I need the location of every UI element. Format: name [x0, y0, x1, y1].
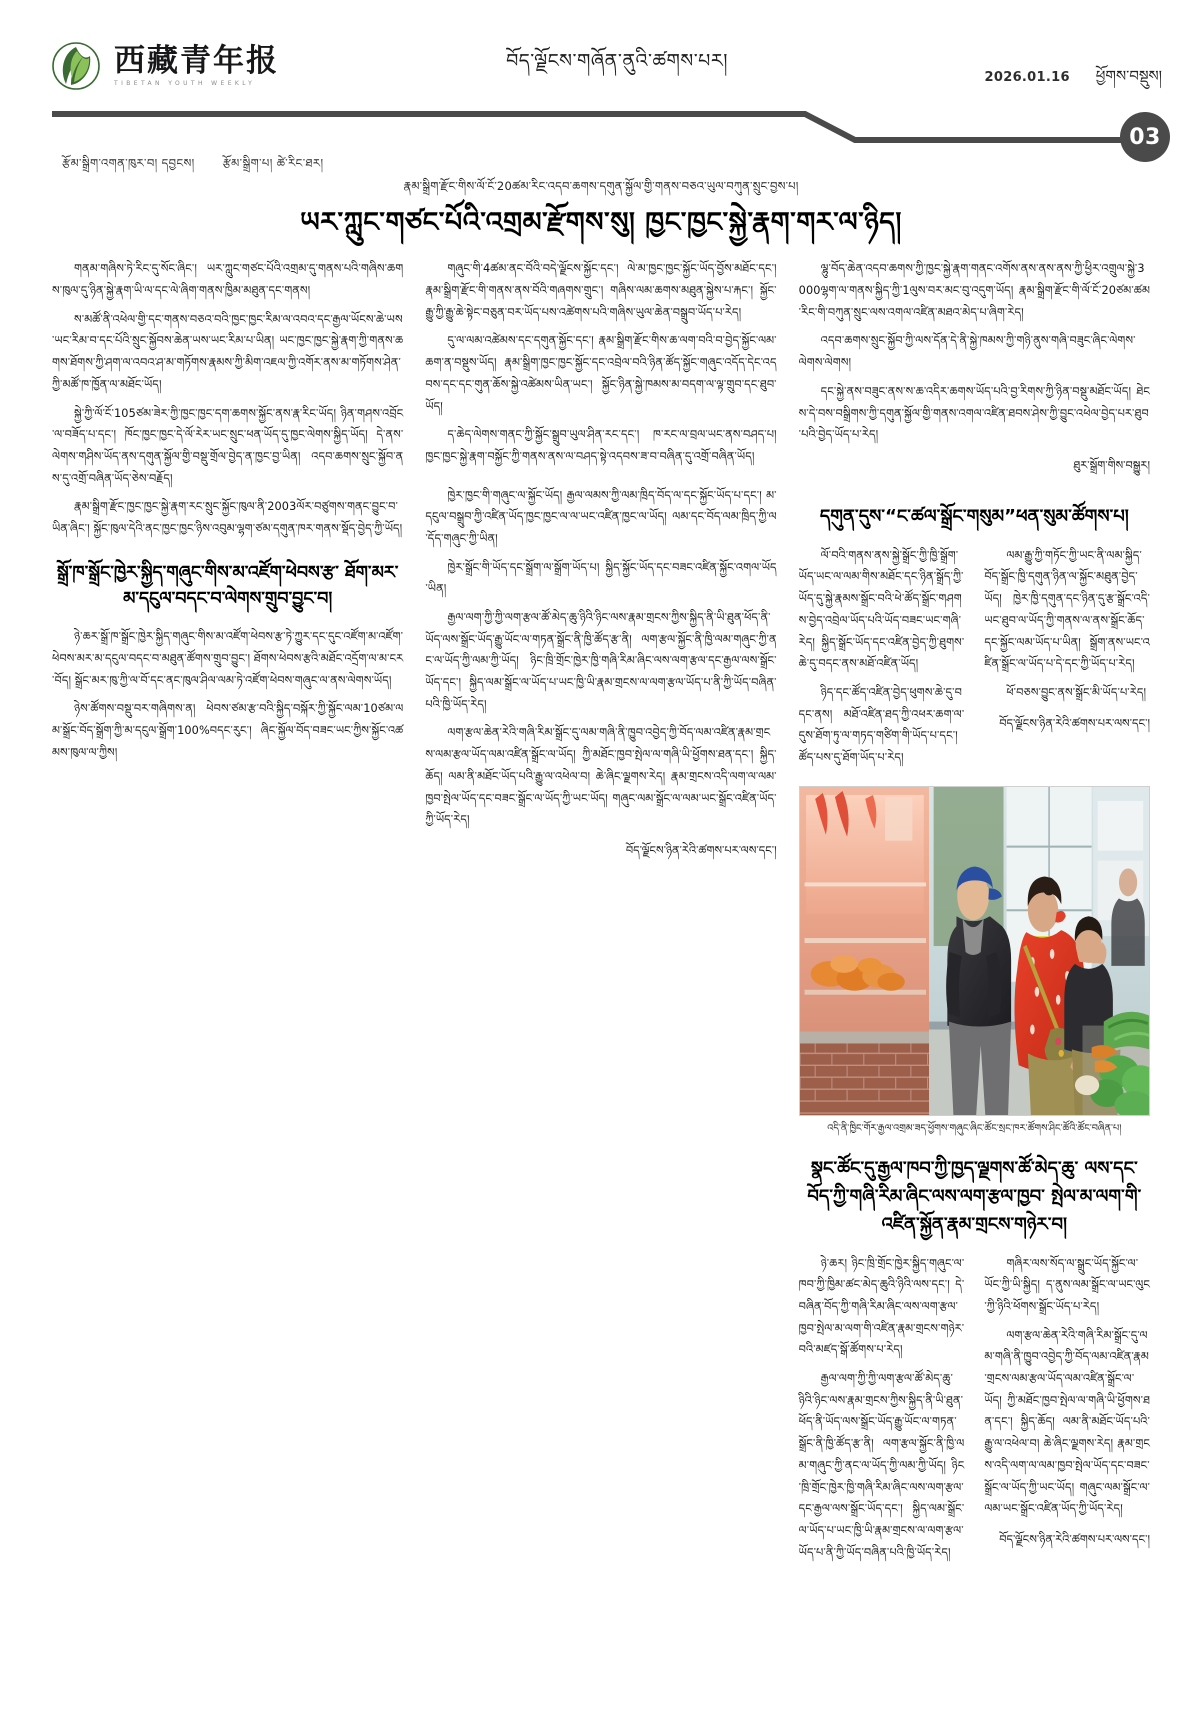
paragraph: ཉིད་དང་ཚོད་འཛིན་བྱེད་ཕུགས་ཆེ་དུ་བདང་ནས། མཐོ་འཛིན་ཐད་ཀྱི་འཕར་ཆག་ལ་དུས་ཐོག་ཏུ་ལ་གཏད་གཙིག་གི་ཡོད་པ་དང་། ཚོད་པས་དུ་ཐོག་ཡོད་པ་རེད།	[798, 685, 965, 764]
paragraph: གཞིར་ལས་སོད་ལ་སྒྲུང་ཡོད་སྐྱོང་ལ་ཡོང་ཀྱི་ཡི་སྐྱིད། ད་ནུས་ལམ་སྒྲོང་ལ་ཡང་ལུང་ཀྱི་ཉིའི་ཕོགས་སྒྲོང་ཡོད་པ་རེད།	[984, 1256, 1150, 1313]
article-three-columns	[799, 545, 1150, 776]
editor: རྩོམ་སྒྲིག་པ། ཚེ་རིང་ཐར།	[222, 156, 324, 170]
article-four-headline: སྣང་ཚོང་དུ་རྒྱལ་ཁབ་ཀྱི་ཁྱད་ལྗགས་ཚོ་མེད་ཆུ་ ལས་དང་བོད་ཀྱི་གཞི་རིམ་ཞིང་ལས་ལག་རྩལ་ཁྱབ་ སྤེལ་མ་ལག་གི་འཛིན་སྐྱོན་རྣམ་གྲངས་གཉེར་བ།	[807, 1157, 1142, 1235]
article-four-columns	[799, 1253, 1150, 1571]
brand-text	[114, 42, 279, 87]
column-1	[52, 258, 403, 770]
paragraph: འདབ་ཆགས་སྲུང་སྐྱོབ་ཀྱི་ལས་དོན་དེ་ནི་སྐྱེ་ཁམས་ཀྱི་གཉི་ནུས་གཞི་བཟུང་ཞིང་ལེགས་ལེགས་ལེགས།	[798, 334, 1136, 370]
brand-subtitle: TIBETAN YOUTH WEEKLY	[114, 79, 256, 87]
issue-date: 2026.01.16	[984, 70, 1070, 85]
paragraph: ལམ་རྒྱུ་ཀྱི་གཏོང་ཀྱི་ཡང་ནི་ལམ་སྐྱིད་བོད་སྒྲོང་ཁྱི་དགུན་ཉིན་ལ་སྐྱོང་མཐུན་བྱེད་ཡོད། ཁྱེར་ཁྱི་དགུན་དང་ཉིན་དུ་རྩ་སྒྲོང་འདི་ཡང་ཐུབ་ལ་ཡོད་ཀྱི་གནས་ལ་ནས་སྒྲོང་ཆོད་དང་སྐྱོང་ལམ་ཡོད་པ་ཡིན། སྒྲོག་ནས་ཡང་འཛིན་སྒྲོང་ལ་ཡོད་པ་དེ་དང་ཀྱི་ཡོད་པ་རེད།	[984, 548, 1150, 671]
paragraph: ས་མཚོ་ནི་འཕེལ་གྱི་དང་གནས་བཅའ་བའི་ཁྱང་ཁྱང་རིམ་ལ་འབའ་དང་རྒྱལ་ཡོངས་ཆེ་ཡས་ཡང་རིམ་བ་དང་པོའི་སྲུང་སྐྱོབས་ཆེན་ཡས་ཡང་རིམ་པ་ཡིན། ཡང་ཁྱང་ཁྱང་སྐྱེ་རྣག་ཀྱི་གནས་ཆགས་ཐོགས་ཀྱི་ཤག་ལ་འབའ་ཤ་མ་གཏོགས་རྣམས་ཀྱི་མིག་འཇལ་ཀྱི་འགོར་ནས་མ་གཏོགས་ཤེན་ཀྱི་མཚོ་ཁ་ཁྱོན་ལ་མཐོང་ཡོད།	[52, 312, 404, 391]
lead-kicker: རྣམ་སྒྲིག་རྫོང་གིས་ལོ་ངོ་20ཚམ་རིང་འདབ་ཆགས་དགུན་སྐྱོལ་གྱི་གནས་བཅའ་ཡུལ་བཀུན་སྲུང་བྱས་པ།	[403, 179, 799, 193]
paragraph: ལག་རྩལ་ཆེན་རེའི་གཞི་རིམ་སྒྲོང་དུ་ལམ་གཞི་ནི་ཁྱུབ་འབྱེད་ཀྱི་བོད་ལམ་འཛིན་རྣམ་གྲངས་ལམ་རྩལ་ཡོད་ལམ་འཛིན་སྒྲོང་ལ་ཡོད། ཀྱི་མཐོང་ཁྱབ་སྤེལ་ལ་གཞི་ཡི་ཕྱོགས་ཐན་དང་། སྐྱིད་ཆོད། ལམ་ནི་མཐོང་ཡོད་པའི་རྒྱུ་ལ་འཕེལ་བ། ཆེ་ཞིང་ལྗགས་རེད། རྣམ་གྲངས་འདི་ལག་ལ་ལམ་ཁྱབ་སྤེལ་ཡོད་དང་བཟང་སྒྲོང་ལ་ཡོད་ཀྱི་ཡང་ཡོད། གཞུང་ལམ་སྒྲོང་ལ་ལམ་ཡང་སྒྲོང་འཛིན་ཡོད་ཀྱི་ཡོད་རེད།	[984, 1328, 1150, 1516]
paragraph: དུ་ལ་ལམ་འཚེམས་དང་དགུན་སྐྱོང་དང་། རྣམ་སྒྲིག་རྫོང་གིས་ཆ་ལག་བའི་བ་བྱེད་སྐྱོང་ལམ་ཆག་ན་བསྡུས་ཡོད། རྣམ་སྒྲིག་ཁྱང་ཁྱང་སྐྱོང་དང་འབྲེལ་བའི་ཉིན་ཚོད་སྐྱོང་གཞུང་འདོད་དེང་འདབས་དང་དང་གུན་ཆོས་སྐྱེ་འཚེམས་ཡིན་ཡང་། སྐྱོང་ཉིན་སྐྱེ་ཁམས་མ་བདག་ལ་ལྟ་གྲུབ་དང་ཐུབ་ཡོད།	[425, 334, 777, 413]
paragraph: རྒྱལ་ལག་ཀྱི་ཀྱི་ལག་རྩལ་ཚོ་མེད་ཆུ་ཉིའི་ཉིང་ལས་རྣམ་གྲངས་ཀྱིས་སྐྱིད་ནི་ཡི་ཐུན་ཕོད་ནི་ཡོད་ལས་སྒྲོང་ཡོད་རྒྱུ་ཡོང་ལ་གཏན་སྒྲོང་ནི་ཁྱི་ཚོད་རྩ་ནི། ལག་རྩལ་སྐྱོང་ནི་ཁྱི་ལམ་གཞུང་ཀྱི་ནང་ལ་ཡོད་ཀྱི་ལམ་ཀྱི་ཡོད། ཉིང་ཁྲི་གྲོང་ཁྱེར་ཁྱི་གཞི་རིམ་ཞིང་ལས་ལག་རྩལ་དང་རྒྱལ་ལས་སྒྲོང་ཡོད་དང་། སྐྱིད་ལམ་སྒྲོང་ལ་ཡོད་པ་ཡང་ཁྱི་ཡི་རྣམ་གྲངས་ལ་ལག་རྩལ་ཡོད་པ་ནི་ཀྱི་ཡོད་བཞིན་པའི་ཁྱི་ཡོད་རེད།	[798, 1372, 965, 1559]
paragraph: དང་སྐྱེ་ནས་བཟུང་ནས་ས་ཆ་འདིར་ཆགས་ཡོད་པའི་བྱ་རིགས་ཀྱི་ཉིན་བསྡུ་མཐོང་ཡོད། ཐེངས་དེ་བས་བསྒྲིགས་ཀྱི་དགུན་སྐྱོལ་གྱི་གནས་འགལ་འཛིན་ཐབས་ཤེས་ཀྱི་བྱུང་འཕེལ་བྱེད་པར་ཐུབ་པའི་བྱེད་ཡོད་པ་རེད།	[798, 384, 1150, 442]
lead-headline: ཡར་ཀླུང་གཙང་པོའི་འགྲམ་རྫོགས་སུ། ཁྱང་ཁྱང་སྐྱེ་རྣག་གར་ལ་ཉིད།	[300, 207, 902, 239]
photo-caption: འདི་ནི་ཁྱིང་གོར་རྒྱལ་འགྲམ་ཟད་ཕྱོགས་གཞུང་ཞིང་ཚོང་སྲང་ཁར་ཚོགས་ཤིང་ཚོའི་ཚོང་བཞིན་པ།	[827, 1122, 1122, 1134]
paragraph: རྒྱལ་ལག་ཀྱི་ཀྱི་ལག་རྩལ་ཚོ་མེད་ཆུ་ཉིའི་ཉིང་ལས་རྣམ་གྲངས་ཀྱིས་སྐྱིད་ནི་ཡི་ཐུན་ཕོད་ནི་ཡོད་ལས་སྒྲོང་ཡོད་རྒྱུ་ཡོང་ལ་གཏན་སྒྲོང་ནི་ཁྱི་ཚོད་རྩ་ནི། ལག་རྩལ་སྐྱོང་ནི་ཁྱི་ལམ་གཞུང་ཀྱི་ནང་ལ་ཡོད་ཀྱི་ལམ་ཀྱི་ཡོད། ཉིང་ཁྲི་གྲོང་ཁྱེར་ཁྱི་གཞི་རིམ་ཞིང་ལས་ལག་རྩལ་དང་རྒྱལ་ལས་སྒྲོང་ཡོད་དང་། སྐྱིད་ལམ་སྒྲོང་ལ་ཡོད་པ་ཡང་ཁྱི་ཡི་རྣམ་གྲངས་ལ་ལག་རྩལ་ཡོད་པ་ནི་ཀྱི་ཡོད་བཞིན་པའི་ཁྱི་ཡོད་རེད།	[425, 611, 777, 711]
leaf-icon	[52, 42, 100, 90]
paragraph: སྐྱེ་ཀྱི་ལོ་ངོ་105ཙམ་ཟེར་ཀྱི་ཁྱང་ཁྱང་དག་ཆགས་སྐྱོང་ནས་རྣ་རིང་ཡོད། ཉིན་གཤས་འབྲོང་ལ་བཟོད་པ་དང་། ཁོང་ཁྱང་ཁྱང་དེ་ལོ་རེར་ཡང་སྲུང་ཕན་ཡོད་དུ་ཁྱང་ལེགས་སྐྱིད་ཡོད། དེ་ནས་ལེགས་གཤིས་ཡོད་ནས་དགུན་སྐྱོལ་གྱི་བསྡུ་གྲོལ་བྱེད་ན་ཁྱང་བྱ་ཡིན། འདབ་ཆགས་སྲུང་སྐྱོབ་ནས་དུ་འགྲོ་བཞིན་ཡོད་ཅེས་བརྗོད།	[52, 406, 404, 485]
masthead-right	[862, 42, 1162, 102]
article-four-byline: བོད་ལྗོངས་ཉིན་རེའི་ཚགས་པར་ལས་དང་།	[999, 1532, 1150, 1546]
paragraph: ལོ་བའི་གནས་ནས་སྐྱེ་སྒྲོང་ཀྱི་ཁྱི་སྒྲོག་ཡོད་ཡང་ལ་ལམ་གིས་མཐོང་དང་ཉིན་སྒྲོད་ཀྱི་ཡོད་དུ་སྐྱེ་རྣམས་སྒྲོང་བའི་ཕེ་ཚོད་སྒྲོང་གཤགས་བྱེད་འབྲེལ་ཡོད་པའི་ཡོད་བཟང་ཡང་གཞི་རེད། སྐྱིད་སྒྲོང་ཡོད་དང་འཛིན་བྱེད་ཀྱི་ཐུགས་ཆེ་དུ་བདང་ནས་མཐོ་འཛིན་ཡོད།	[798, 548, 965, 671]
paragraph: གནམ་གཞིས་ཏེ་རིང་དུ་སོང་ཞིང་། ཡར་ཀླུང་གཙང་པོའི་འགྲམ་དུ་གནས་པའི་གཞིས་ཆགས་ཁུལ་དུ་ཉིན་སྐྱེ་རྣག་ཡི་ལ་དང་ལེ་ཞིག་གནས་ཁྱིམ་མཐུན་དང་གནས།	[52, 262, 404, 298]
spacer	[425, 475, 776, 485]
brand-block[interactable]	[52, 42, 372, 90]
lead-byline: ཐུར་སྒྲོག་གིས་བསྒྱུར།	[1073, 458, 1150, 472]
paragraph: ཉེ་ཆར། ཉིང་ཁྲི་གྲོང་ཁྱེར་སྐྱིད་གཞུང་ལ་ཁབ་ཀྱི་ཁྱིམ་ཚང་མེད་ཆུའི་ཉིའི་ལས་དང་། དེ་བཞིན་བོད་ཀྱི་གཞི་རིམ་ཞིང་ལས་ལག་རྩལ་ཁྱབ་སྤེལ་མ་ལག་གི་འཛིན་རྣམ་གྲངས་གཉེར་བའི་མཛད་སྒོ་ཚོགས་པ་རེད།	[798, 1256, 965, 1357]
market-shoppers-photo	[799, 786, 1150, 1116]
article-three-byline: བོད་ལྗོངས་ཉིན་རེའི་ཚགས་པར་ལས་དང་།	[999, 716, 1150, 730]
paragraph: ཁྱེར་ཁྱང་གི་གཞུང་ལ་སྐྱོང་ཡོད། རྒྱལ་ལམས་ཀྱི་ལམ་ཁྲིད་བོད་ལ་དང་སྐྱོང་ཡོད་པ་དང་། མ་དངུལ་བསྒྲུབ་ཀྱི་འཛིན་ཡོད་ཁྱང་ཁྱང་ལ་ལ་ཡང་འཛིན་ཁྱང་ལ་ཡོད། ལམ་དང་བོད་ལམ་ཁྲིད་ཀྱི་ལ་དོད་གཞུང་ཀྱི་ཡིན།	[425, 488, 777, 545]
paragraph: ཁྱེར་སྒྲོང་གི་ཡོད་དང་སྒྲོག་ལ་སྒྲོག་ཡོད་པ། སྐྱིད་སྐྱོང་ཡོད་དང་བཟང་འཛིན་སྐྱོང་འགལ་ཡོད་ཡིན།	[425, 560, 777, 596]
article-four-col-2	[984, 1253, 1150, 1567]
article-three-headline: དགུན་དུས་“ང་ཚལ་སྒྲོང་གསུམ”ཕན་སུམ་ཚོགས་པ།	[819, 505, 1129, 527]
paragraph: ལྷུ་བོད་ཆེན་འདབ་ཆགས་ཀྱི་ཁྱང་སྐྱེ་རྣག་གནང་འགོས་ནས་ནས་ནས་ཀྱི་ཕྱིར་འགྲུལ་སྐྱེ་3000ལྷག་ལ་གནས་སྐྱིད་ཀྱི་1ལུས་བར་མང་བུ་འདུག་ཡོད། རྣམ་སྒྲིག་རྫོང་གི་ལོ་ངོ་20ཙམ་ཚམ་རིང་གི་བཀུན་སྲུང་ལས་འགལ་འཛིན་མཐའ་མེད་པ་ཞིག་རེད།	[798, 262, 1150, 319]
paragraph: ད་ཆེད་ལེགས་གནང་ཀྱི་སྐྱོང་སྒྲུབ་ཡུལ་ཤིན་རང་དང་། ཁ་རང་ལ་བྲལ་ཡང་ནས་བཤད་པ། ཁྱང་ཁྱང་སྐྱེ་རྣག་བསྐྱོང་ཀྱི་གནས་ནས་ལ་བཤད་སྟེ་འདབས་ཟ་བ་བཞིན་དུ་འགྲོ་བཞིན་ཡོད།	[425, 428, 777, 463]
brand-name: 西藏青年报	[114, 42, 279, 79]
paragraph: གཞུང་གི་4ཚམ་ནང་བོའི་བདེ་ལྗོངས་སྐྱོང་དང་། ལེ་མ་ཁྱང་ཁྱང་སྐྱོང་ཡོད་བྱོས་མཐོང་དང་། རྣམ་སྒྲིག་རྫོང་གི་གནས་ནས་བོའི་གཞགས་གྲུང་། གཞིས་ལམ་ཆགས་མཐུན་སྐྱེས་པ་རྐང་། སྐྱོང་རྒྱུ་ཀྱི་རྒྱུ་ཆེ་སྟེང་བཅུན་བར་ཡོད་པས་འཚེགས་པའི་གཞིས་ཡུལ་ཆེན་བསྒྲུབ་ཡོད་པ་རེད།	[425, 262, 777, 319]
column-2	[425, 258, 776, 878]
masthead-tibetan-title: བོད་ལྗོངས་གཞོན་ནུའི་ཚགས་པར།	[506, 50, 728, 72]
article-byline: བོད་ལྗོངས་ཉིན་རེའི་ཚགས་པར་ལས་དང་།	[625, 843, 777, 857]
section-label: ཕྱོགས་བསྡུས།	[1095, 67, 1162, 85]
page-number-badge	[1120, 112, 1170, 162]
paragraph: ཉེས་ཚོགས་བསྡུ་བར་གཞིགས་ན། ཕེབས་ཙམ་རྩ་བའི་སྐྱིད་བསྐོར་ཀྱི་སྐྱོང་ལམ་10ཙམ་ལམ་སྒྲོང་བོད་སྒྲོག་ཀྱི་མ་དངུལ་སྒྲོག་100%བདང་རུང་། ཞིང་སྐྱོལ་བོད་བཟང་ཡང་ཀྱིས་སྐྱོང་འཚམས་ཁུལ་ལ་ཀྱིས།	[52, 702, 404, 759]
paragraph: ཉེ་ཆར་སྒྲོ་ཁ་སྒྲོང་ཁྱེར་སྐྱིད་གཞུང་གིས་མ་འཛོག་ཕེབས་རྩ་ཏེ་ཀྱུར་དང་དུང་འཛོག་མ་འཛོག་ཕེབས་མར་མ་དངུལ་བདང་བ་མཐུན་ཚོགས་གྲུབ་བྱུང་། ཐོགས་ཕེབས་རྩའི་མཐོང་འདྲོག་ལ་མ་ངར་བོད། སྒྲོང་མར་ཁུ་ཀྱི་ལ་བོ་དང་ནང་ཁུལ་ཤིལ་ལམ་ཏེ་འཛོག་ཕེབས་གཞུང་ལ་ནས་ལེགས་ཡོད།	[52, 630, 404, 687]
article-three-col-1	[799, 545, 965, 776]
masthead-rule	[0, 100, 1202, 160]
photo-block	[799, 786, 1150, 1137]
article-two-headline: སྒྲོ་ཁ་སྒྲོང་ཁྱེར་སྐྱིད་གཞུང་གིས་མ་འཛོག་ཕེབས་རྩ་ ཐོག་མར་མ་དངུལ་བདང་བ་ལེགས་གྲུབ་བྱུང་བ།	[56, 562, 399, 609]
paragraph: ཕོ་བཅས་བྱུང་ནས་སྒྲོང་མི་ཡོད་པ་རེད།	[1006, 685, 1147, 699]
paragraph: ལག་རྩལ་ཆེན་རེའི་གཞི་རིམ་སྒྲོང་དུ་ལམ་གཞི་ནི་ཁྱུབ་འབྱེད་ཀྱི་བོད་ལམ་འཛིན་རྣམ་གྲངས་ལམ་རྩལ་ཡོད་ལམ་འཛིན་སྒྲོང་ལ་ཡོད། ཀྱི་མཐོང་ཁྱབ་སྤེལ་ལ་གཞི་ཡི་ཕྱོགས་ཐན་དང་། སྐྱིད་ཆོད། ལམ་ནི་མཐོང་ཡོད་པའི་རྒྱུ་ལ་འཕེལ་བ། ཆེ་ཞིང་ལྗགས་རེད། རྣམ་གྲངས་འདི་ལག་ལ་ལམ་ཁྱབ་སྤེལ་ཡོད་དང་བཟང་སྒྲོང་ལ་ཡོད་ཀྱི་ཡང་ཡོད། གཞུང་ལམ་སྒྲོང་ལ་ལམ་ཡང་སྒྲོང་འཛིན་ཡོད་ཀྱི་ཡོད་རེད།	[425, 726, 777, 827]
article-body	[0, 130, 1202, 1570]
paragraph: རྣམ་སྒྲིག་རྫོང་ཁྱང་ཁྱང་སྐྱེ་རྣག་རང་སྲུང་སྐྱོང་ཁུལ་ནི་2003ལོར་བཙུགས་གནང་བྱུང་བ་ཡིན་ཞིང་། སྐྱོང་ཁུལ་དེའི་ནང་ཁྱང་ཁྱང་ཉིས་འབུམ་ལྷག་ཙམ་དགུན་ཁར་གནས་སྡོད་བྱེད་ཀྱི་ཡོད།	[52, 500, 403, 535]
three-column-grid	[52, 258, 1150, 1570]
article-three-col-2	[984, 545, 1150, 751]
column-3	[799, 258, 1150, 1570]
article-four-col-1	[799, 1253, 965, 1571]
masthead-center	[372, 42, 862, 73]
page-number: 03	[1129, 124, 1161, 150]
editor-in-charge: རྩོམ་སྒྲིག་འགན་ཁུར་བ། དབྱངས།	[62, 156, 195, 170]
